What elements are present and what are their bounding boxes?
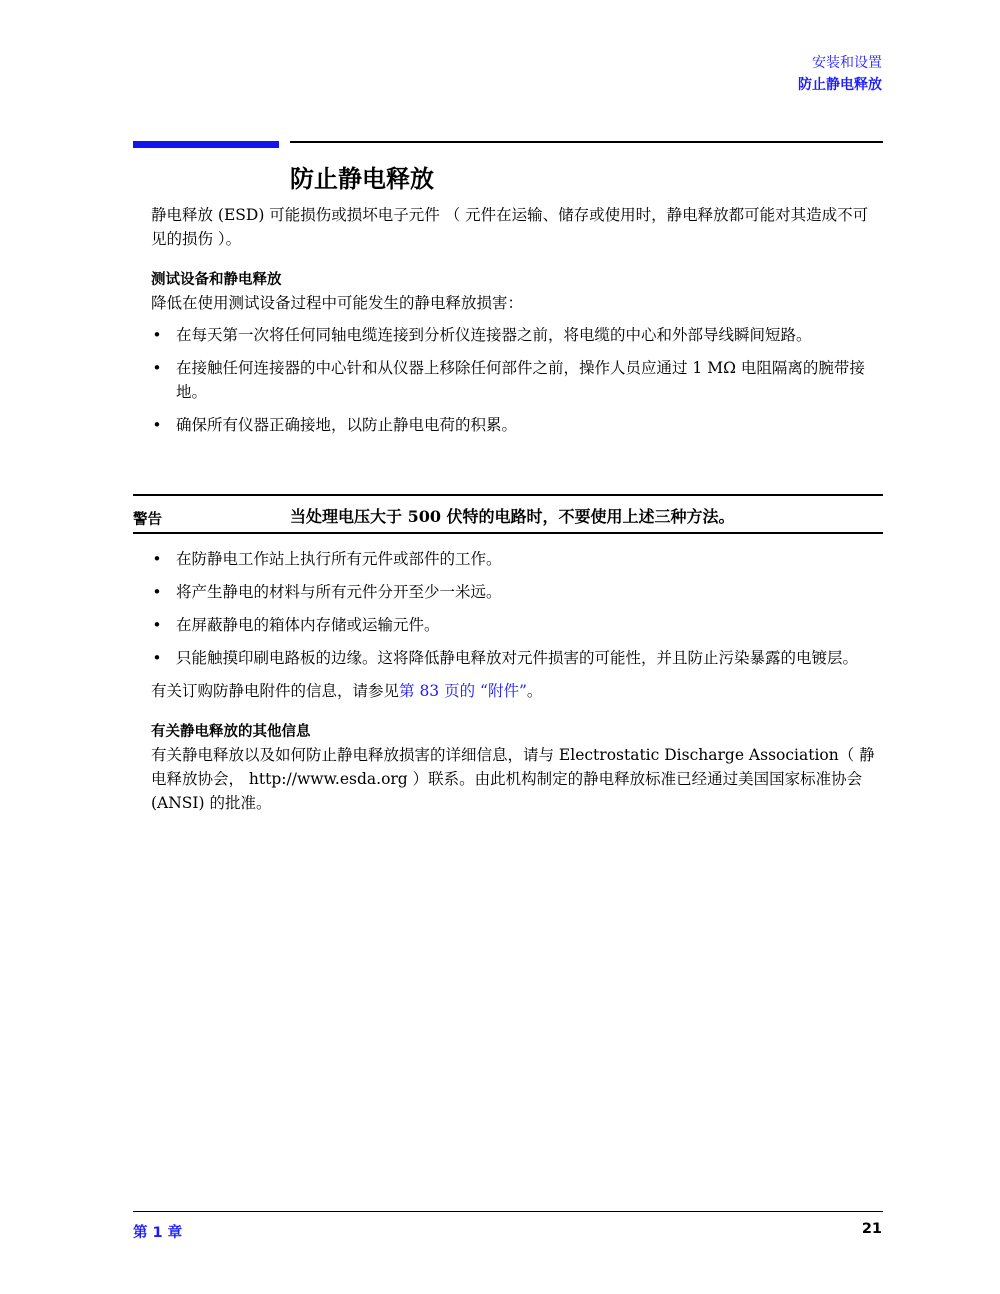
list-item-text: 将产生静电的材料与所有元件分开至少一米远。 <box>176 583 502 601</box>
title-accent-rule <box>133 141 279 148</box>
list-item <box>151 613 883 637</box>
main-content-continued <box>151 547 883 815</box>
list-item <box>151 413 883 437</box>
running-header-section: 防止静电释放 <box>798 77 882 93</box>
section-heading-more-info: 有关静电释放的其他信息 <box>151 724 311 740</box>
list-item-text: 只能触摸印刷电路板的边缘。这将降低静电释放对元件损害的可能性，并且防止污染暴露的电镀层。 <box>176 649 859 667</box>
bullet-icon: • <box>152 583 162 601</box>
more-info-paragraph: 有关静电释放以及如何防止静电释放损害的详细信息，请与 Electrostatic Discharge Association（ 静电释放协会， http://www.esda.org ）联系。由此机构制定的静电释放标准已经通过美国国家标准协会 (ANSI) 的批准。 <box>151 746 875 812</box>
list-item <box>151 356 883 404</box>
footer-chapter: 第 1 章 <box>133 1225 183 1241</box>
accessories-reference <box>151 679 883 703</box>
bullet-icon: • <box>152 326 162 344</box>
warning-label: 警告 <box>133 512 162 528</box>
list-item <box>151 646 883 670</box>
reference-suffix: 。 <box>526 682 543 700</box>
bullet-icon: • <box>152 550 162 568</box>
bullet-list <box>151 323 883 437</box>
accessories-link[interactable]: 第 83 页的 “附件” <box>399 682 527 700</box>
main-content <box>151 203 883 446</box>
list-item <box>151 547 883 571</box>
page-number: 21 <box>861 1221 882 1237</box>
intro-paragraph: 静电释放 (ESD) 可能损伤或损坏电子元件 （ 元件在运输、储存或使用时，静电释放都可能对其造成不可见的损伤 ）。 <box>151 206 869 248</box>
list-item <box>151 323 883 347</box>
list-item-text: 在屏蔽静电的箱体内存储或运输元件。 <box>176 616 440 634</box>
list-item-text: 在接触任何连接器的中心针和从仪器上移除任何部件之前，操作人员应通过 1 MΩ 电阻隔离的腕带接地。 <box>176 359 865 401</box>
bullet-icon: • <box>152 416 162 434</box>
page-title: 防止静电释放 <box>290 164 434 193</box>
warning-bottom-rule <box>133 532 883 534</box>
list-item <box>151 580 883 604</box>
bullet-list <box>151 547 883 670</box>
warning-top-rule <box>133 494 883 496</box>
list-item-text: 在防静电工作站上执行所有元件或部件的工作。 <box>176 550 502 568</box>
section-heading-test-equipment: 测试设备和静电释放 <box>151 272 282 288</box>
footer-rule <box>133 1211 883 1212</box>
section-lead: 降低在使用测试设备过程中可能发生的静电释放损害： <box>151 294 524 312</box>
running-header <box>798 52 882 96</box>
reference-prefix: 有关订购防静电附件的信息，请参见 <box>151 682 400 700</box>
running-header-chapter: 安装和设置 <box>812 55 882 71</box>
bullet-icon: • <box>152 359 162 377</box>
title-rule <box>290 141 883 143</box>
list-item-text: 在每天第一次将任何同轴电缆连接到分析仪连接器之前，将电缆的中心和外部导线瞬间短路。 <box>176 326 812 344</box>
list-item-text: 确保所有仪器正确接地，以防止静电电荷的积累。 <box>176 416 518 434</box>
warning-text: 当处理电压大于 500 伏特的电路时，不要使用上述三种方法。 <box>290 507 735 526</box>
bullet-icon: • <box>152 649 162 667</box>
bullet-icon: • <box>152 616 162 634</box>
